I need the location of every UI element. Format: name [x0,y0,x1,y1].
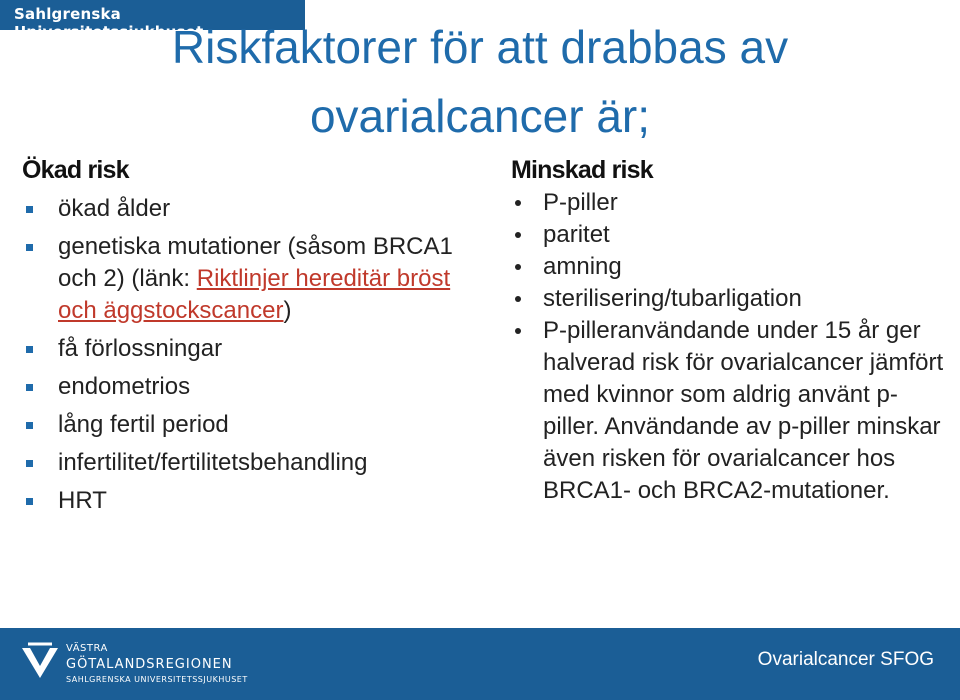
list-item [22,333,462,365]
round-bullet-icon [515,200,521,206]
increased-risk-heading: Ökad risk [22,156,129,184]
square-bullet-icon [26,346,33,353]
list-item-text: sterilisering/tubarligation [543,285,802,312]
logo-line1: VÄSTRA [66,643,108,654]
org-name: Sahlgrenska Universitetssjukhuset [14,5,204,41]
round-bullet-icon [515,232,521,238]
region-logo [20,640,320,690]
round-bullet-icon [515,296,521,302]
list-item [22,371,462,403]
list-item [511,251,951,283]
round-bullet-icon [515,264,521,270]
square-bullet-icon [26,498,33,505]
list-item [511,315,951,507]
decreased-risk-heading: Minskad risk [511,156,653,184]
slide-title-line2: ovarialcancer är; [309,90,651,142]
list-item [22,193,462,225]
square-bullet-icon [26,460,33,467]
list-item [22,447,462,479]
list-item [511,187,951,219]
list-item-text-suffix: ) [283,297,292,324]
list-item-text: P-pilleranvändande under 15 år ger halverad risk för ovarialcancer jämfört med kvinnor som aldrig använt p-piller. Användande av p-piller minskar även risken för ovarialcancer hos BRCA1- och BRCA2-mutationer. [543,317,944,504]
increased-risk-list [22,193,462,517]
round-bullet-icon [515,328,521,334]
slide-title-line1: Riskfaktorer för att drabbas av [171,21,789,73]
list-item [22,485,462,517]
list-item-text: genetiska mutationer (såsom BRCA1 och 2) (länk: [58,233,453,292]
list-item-text: lång fertil period [58,411,229,438]
list-item [511,283,951,315]
region-emblem-icon [20,640,60,686]
list-item-text: HRT [58,487,107,514]
decreased-risk-list [511,187,951,507]
square-bullet-icon [26,422,33,429]
list-item-text: få förlossningar [58,335,223,362]
list-item-text: infertilitet/fertilitetsbehandling [58,449,368,476]
logo-line3: SAHLGRENSKA UNIVERSITETSSJUKHUSET [66,675,248,684]
list-item-text: paritet [543,221,610,248]
list-item [22,409,462,441]
increased-risk-section [22,156,462,517]
guidelines-link[interactable]: Riktlinjer hereditär bröst och äggstockscancer [58,265,451,324]
list-item [22,231,462,327]
square-bullet-icon [26,384,33,391]
footer-bar [0,628,960,700]
list-item-text: endometrios [58,373,191,400]
footer-label: Ovarialcancer SFOG [757,649,934,670]
list-item-text: P-piller [543,189,618,216]
square-bullet-icon [26,206,33,213]
list-item-text: ökad ålder [58,195,171,222]
square-bullet-icon [26,244,33,251]
logo-line2: GÖTALANDSREGIONEN [66,657,233,672]
list-item [511,219,951,251]
decreased-risk-section [511,156,951,507]
list-item-text: amning [543,253,622,280]
